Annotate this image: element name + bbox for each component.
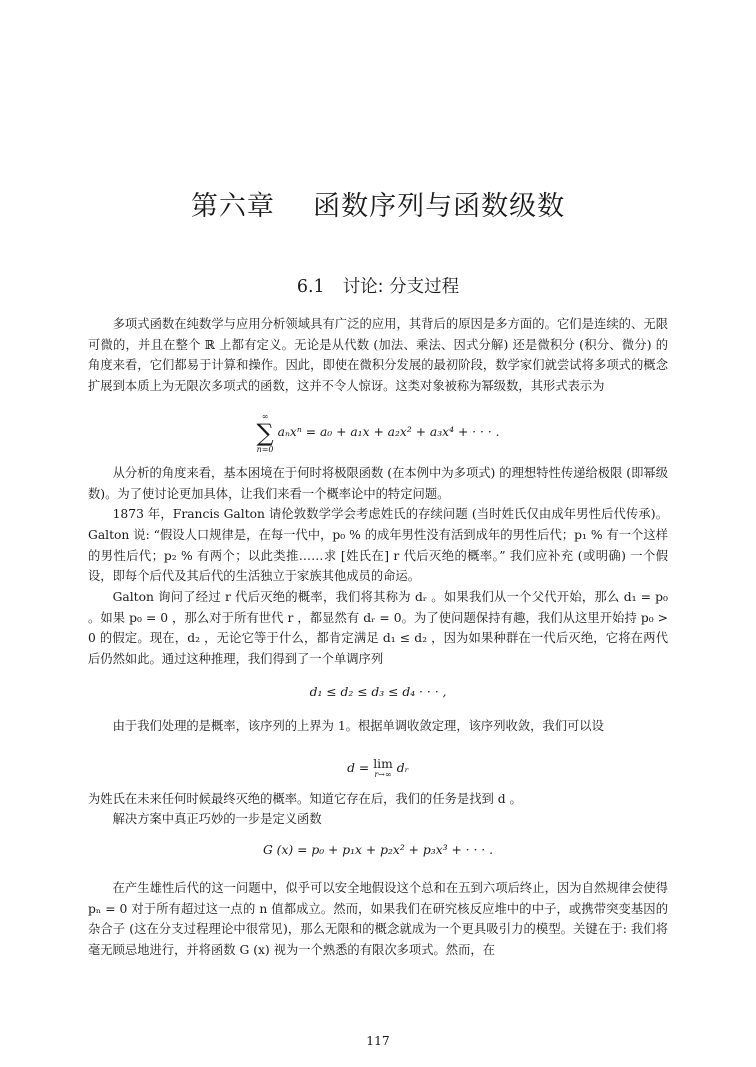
page-number: 117 xyxy=(366,1034,390,1048)
summation-symbol: ∞ ∑ n=0 xyxy=(256,411,274,454)
equation-limit xyxy=(88,737,668,789)
equation-generating-function: G (x) = p₀ + p₁x + p₂x² + p₃x³ + · · · . xyxy=(262,842,494,857)
paragraph-conclusion: 在产生雄性后代的这一问题中，似乎可以安全地假设这个总和在五到六项后终止，因为自然规律会使得 pₙ = 0 对于所有超过这一点的 n 值都成立。然而，如果我们在研究核反应堆中的中子，或携带突变基因的杂合子 (这在分支过程理论中很常见)，那么无限和的概念就成为一个更具吸引力的模型。关键在于: 我们将毫无顾忌地进行，并将函数 G (x) 视为一个熟悉的有限次多项式。然而，在 xyxy=(88,880,668,958)
sum-upper-limit: ∞ xyxy=(261,411,269,421)
paragraph-probability: 为姓氏在未来任何时候最终灭绝的概率。知道它存在后，我们的任务是找到 d 。 xyxy=(88,791,522,806)
book-page xyxy=(88,0,668,1067)
paragraph-upper-bound: 由于我们处理的是概率，该序列的上界为 1。根据单调收敛定理，该序列收敛，我们可以设 xyxy=(112,718,604,733)
equation-power-series xyxy=(88,397,668,463)
body-text xyxy=(88,314,668,961)
limit-label: lim xyxy=(373,757,393,772)
section-title xyxy=(88,273,668,298)
equation-monotone-sequence: d₁ ≤ d₂ ≤ d₃ ≤ d₄ · · · , xyxy=(309,684,447,699)
limit-subscript: r→∞ xyxy=(374,769,392,779)
chapter-title: 第六章 函数序列与函数级数 xyxy=(190,191,566,222)
limit-operator xyxy=(373,758,393,778)
section-title-text: 讨论: 分支过程 xyxy=(342,277,460,297)
paragraph-intro: 多项式函数在纯数学与应用分析领域具有广泛的应用，其背后的原因是多方面的。它们是连续的、无限可微的，并且在整个 ℝ 上都有定义。无论是从代数 (加法、乘法、因式分解) 还是微积分 (积分、微分) 的角度来看，它们都易于计算和操作。因此，即使在微积分发展的最初阶段，数学家们就尝试将多项式的概念扩展到本质上为无限次多项式的函数，这并不令人惊讶。这类对象被称为幂级数，其形式表示为 xyxy=(88,317,668,394)
paragraph-define-function: 解决方案中真正巧妙的一步是定义函数 xyxy=(112,812,322,827)
equation-limit-left: d = xyxy=(347,761,370,776)
equation-power-series-body: aₙxⁿ = a₀ + a₁x + a₂x² + a₃x⁴ + · · · . xyxy=(277,425,500,440)
equation-limit-right: dᵣ xyxy=(396,761,409,776)
sum-lower-limit: n=0 xyxy=(256,444,274,454)
paragraph-extinction: Galton 询问了经过 r 代后灭绝的概率，我们将其称为 dᵣ 。如果我们从一个父代开始，那么 d₁ = p₀ 。如果 p₀ = 0 ，那么对于所有世代 r ，都显然有 dᵣ = 0。为了使问题保持有趣，我们从这里开始持 p₀ > 0 的假定。现在，d₂ ，无论它等于什么，都肯定满足 d₁ ≤ d₂ ，因为如果种群在一代后灭绝，它将在两代后仍然如此。通过这种推理，我们得到了一个单调序列 xyxy=(88,590,668,667)
paragraph-galton: 1873 年，Francis Galton 请伦敦数学学会考虑姓氏的存续问题 (当时姓氏仅由成年男性后代传承)。Galton 说: “假设人口规律是，在每一代中，p₀ % 的成年男性没有活到成年的男性后代；p₁ % 有一个这样的男性后代；p₂ % 有两个；以此类推……求 [姓氏在] r 代后灭绝的概率。” 我们应补充 (或明确) 一个假设，即每个后代及其后代的生活独立于家族其他成员的命运。 xyxy=(88,507,668,584)
paragraph-analysis: 从分析的角度来看，基本困境在于何时将极限函数 (在本例中为多项式) 的理想特性传递给极限 (即幂级数)。为了使讨论更加具体，让我们来看一个概率论中的特定问题。 xyxy=(88,465,668,501)
section-number: 6.1 xyxy=(296,277,325,297)
